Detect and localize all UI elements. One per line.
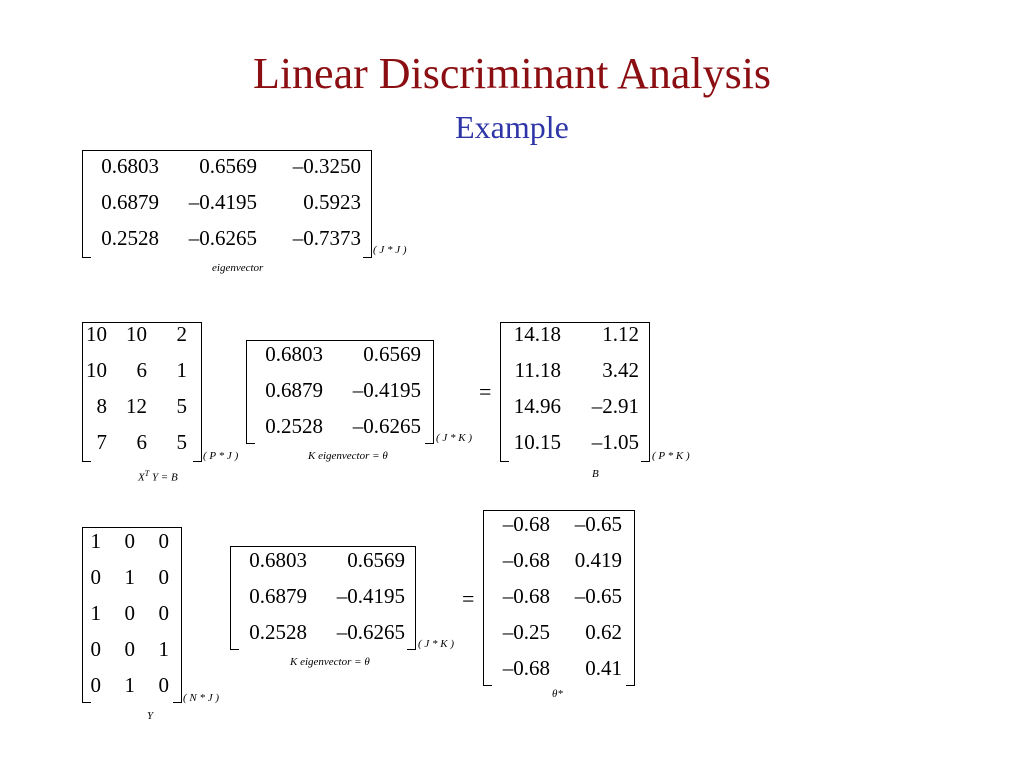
matrix-cell: 1 bbox=[90, 529, 101, 553]
bracket-serif bbox=[247, 443, 255, 444]
matrix-cell: –2.91 bbox=[591, 394, 639, 418]
matrix-cell: 10 bbox=[126, 322, 147, 346]
eigenvector-matrix bbox=[82, 150, 372, 258]
matrix-cell: –0.4195 bbox=[336, 584, 405, 608]
xty-label-rest: Y = B bbox=[149, 471, 178, 484]
matrix-cell: –0.4195 bbox=[188, 190, 257, 214]
matrix-cell: 1 bbox=[158, 637, 169, 661]
k-eigenvector-matrix-2 bbox=[230, 546, 416, 650]
bracket-serif bbox=[501, 461, 509, 462]
bracket-serif bbox=[641, 461, 649, 462]
matrix-cell: 6 bbox=[136, 430, 147, 454]
bracket-serif bbox=[83, 257, 91, 258]
matrix-cell: 1 bbox=[124, 565, 135, 589]
bracket-serif bbox=[363, 257, 371, 258]
matrix-cell: 1 bbox=[90, 601, 101, 625]
matrix-cell: –0.65 bbox=[574, 512, 622, 536]
xty-matrix-label bbox=[138, 468, 178, 484]
matrix-cell: –0.65 bbox=[574, 584, 622, 608]
bracket-serif bbox=[425, 443, 433, 444]
equals-sign-2: = bbox=[462, 586, 475, 611]
bracket-serif bbox=[484, 685, 492, 686]
matrix-cell: 10 bbox=[86, 322, 107, 346]
xty-label-x: X bbox=[138, 471, 145, 484]
matrix-cell: 0.6879 bbox=[101, 190, 159, 214]
matrix-cell: –0.25 bbox=[502, 620, 550, 644]
matrix-cell: 0 bbox=[90, 637, 101, 661]
matrix-cell: 0 bbox=[90, 673, 101, 697]
matrix-cell: –0.68 bbox=[502, 656, 550, 680]
matrix-cell: –0.6265 bbox=[336, 620, 405, 644]
matrix-cell: 0 bbox=[124, 529, 135, 553]
k-eigenvector-matrix-2-dimension: ( J * K ) bbox=[418, 638, 455, 650]
bracket-serif bbox=[83, 527, 91, 528]
matrix-cell: 0.6569 bbox=[199, 154, 257, 178]
matrix-cell: 10 bbox=[86, 358, 107, 382]
matrix-cell: –0.3250 bbox=[292, 154, 361, 178]
matrix-cell: 6 bbox=[136, 358, 147, 382]
matrix-cell: –1.05 bbox=[591, 430, 639, 454]
xty-matrix-dimension: ( P * J ) bbox=[203, 450, 239, 462]
matrix-cell: –0.7373 bbox=[292, 226, 361, 250]
y-matrix-label: Y bbox=[147, 710, 154, 722]
matrix-cell: 5 bbox=[176, 430, 187, 454]
matrix-cell: 0.6879 bbox=[265, 378, 323, 402]
bracket-serif bbox=[626, 510, 634, 511]
bracket-serif bbox=[231, 546, 239, 547]
bracket-serif bbox=[425, 340, 433, 341]
eigenvector-matrix-label: eigenvector bbox=[212, 262, 264, 274]
matrix-cell: –0.6265 bbox=[352, 414, 421, 438]
matrix-cell: 0.6803 bbox=[249, 548, 307, 572]
matrix-cell: 0 bbox=[158, 601, 169, 625]
matrix-cell: 0.6569 bbox=[347, 548, 405, 572]
matrix-cell: 8 bbox=[96, 394, 107, 418]
bracket-serif bbox=[173, 527, 181, 528]
bracket-serif bbox=[626, 685, 634, 686]
matrix-cell: 1.12 bbox=[602, 322, 639, 346]
bracket-serif bbox=[231, 649, 239, 650]
matrix-cell: 0.419 bbox=[574, 548, 622, 572]
y-matrix-dimension: ( N * J ) bbox=[183, 692, 220, 704]
xty-label-t: T bbox=[144, 469, 150, 478]
matrix-cell: 0.2528 bbox=[265, 414, 323, 438]
matrix-cell: –0.68 bbox=[502, 584, 550, 608]
matrix-cell: 0 bbox=[158, 673, 169, 697]
bracket-serif bbox=[247, 340, 255, 341]
bracket-serif bbox=[363, 150, 371, 151]
matrix-cell: 2 bbox=[176, 322, 187, 346]
matrix-cell: 0.6803 bbox=[265, 342, 323, 366]
bracket-serif bbox=[484, 510, 492, 511]
matrix-cell: 0.62 bbox=[585, 620, 622, 644]
matrix-cell: 0.6569 bbox=[363, 342, 421, 366]
k-eigenvector-matrix-1 bbox=[246, 340, 434, 444]
matrix-cell: –0.6265 bbox=[188, 226, 257, 250]
bracket-serif bbox=[193, 461, 201, 462]
matrix-cell: 14.18 bbox=[513, 322, 561, 346]
matrix-cell: 0.41 bbox=[585, 656, 622, 680]
matrix-cell: 3.42 bbox=[602, 358, 639, 382]
matrix-cell: 0 bbox=[90, 565, 101, 589]
b-matrix-dimension: ( P * K ) bbox=[652, 450, 690, 462]
b-matrix-label: B bbox=[592, 468, 599, 480]
theta-star-matrix bbox=[483, 510, 635, 686]
matrix-cell: 0.6803 bbox=[101, 154, 159, 178]
matrix-cell: 11.18 bbox=[514, 358, 561, 382]
slide-subtitle: Example bbox=[455, 109, 569, 145]
b-matrix bbox=[500, 322, 650, 462]
xty-matrix bbox=[82, 322, 202, 462]
matrix-cell: 0 bbox=[158, 565, 169, 589]
bracket-serif bbox=[173, 702, 181, 703]
eigenvector-matrix-dimension: ( J * J ) bbox=[373, 244, 407, 256]
equals-sign-1: = bbox=[479, 379, 492, 404]
matrix-cell: 0 bbox=[158, 529, 169, 553]
bracket-serif bbox=[83, 461, 91, 462]
matrix-cell: 12 bbox=[126, 394, 147, 418]
bracket-serif bbox=[83, 150, 91, 151]
bracket-serif bbox=[83, 702, 91, 703]
matrix-cell: 0 bbox=[124, 637, 135, 661]
theta-star-matrix-label: θ* bbox=[552, 688, 563, 700]
y-matrix bbox=[82, 527, 182, 703]
bracket-serif bbox=[641, 322, 649, 323]
matrix-cell: 0.5923 bbox=[303, 190, 361, 214]
matrix-cell: 14.96 bbox=[513, 394, 561, 418]
matrix-cell: 1 bbox=[176, 358, 187, 382]
matrix-cell: 1 bbox=[124, 673, 135, 697]
bracket-serif bbox=[193, 322, 201, 323]
bracket-serif bbox=[501, 322, 509, 323]
bracket-serif bbox=[407, 546, 415, 547]
k-eigenvector-matrix-1-label: K eigenvector = θ bbox=[308, 450, 388, 462]
slide-title: Linear Discriminant Analysis bbox=[252, 49, 772, 98]
matrix-cell: –0.4195 bbox=[352, 378, 421, 402]
k-eigenvector-matrix-1-dimension: ( J * K ) bbox=[436, 432, 473, 444]
matrix-cell: –0.68 bbox=[502, 512, 550, 536]
bracket-serif bbox=[407, 649, 415, 650]
k-eigenvector-matrix-2-label: K eigenvector = θ bbox=[290, 656, 370, 668]
matrix-cell: 0.2528 bbox=[249, 620, 307, 644]
matrix-cell: 0.2528 bbox=[101, 226, 159, 250]
matrix-cell: 0.6879 bbox=[249, 584, 307, 608]
matrix-cell: 7 bbox=[96, 430, 107, 454]
matrix-cell: 5 bbox=[176, 394, 187, 418]
matrix-cell: –0.68 bbox=[502, 548, 550, 572]
matrix-cell: 0 bbox=[124, 601, 135, 625]
matrix-cell: 10.15 bbox=[513, 430, 561, 454]
